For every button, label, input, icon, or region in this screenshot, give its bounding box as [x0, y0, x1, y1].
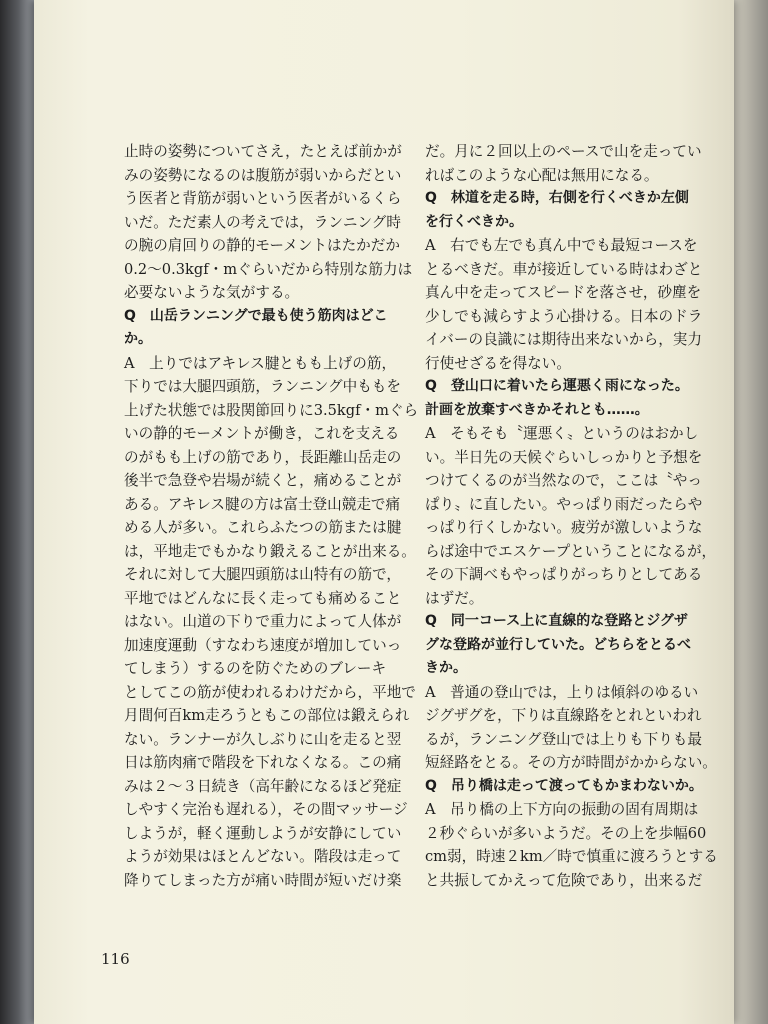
text-line: ればこのような心配は無用になる。 — [425, 166, 659, 184]
text-line: てしまう）するのを防ぐためのブレーキ — [124, 660, 387, 677]
text-line: A 上りではアキレス腱ともも上げの筋， — [124, 354, 397, 372]
text-line: それに対して大腿四頭筋は山特有の筋で， — [124, 566, 401, 583]
text-line: 止時の姿勢についてさえ，たとえば前かが — [124, 143, 402, 160]
text-line: の腕の肩回りの静的モーメントはたかだか — [124, 237, 400, 254]
text-line: ２秒ぐらいが多いようだ。その上を歩幅60 — [425, 824, 707, 842]
text-line: 真ん中を走ってスピードを落させ，砂塵を — [425, 284, 702, 301]
text-line: A 吊り橋の上下方向の振動の固有周期は — [425, 801, 699, 818]
text-line: しやすく完治も遅れる），その間マッサージ — [124, 801, 408, 818]
text-line: みの姿勢になるのは腹筋が弱いからだとい — [124, 166, 402, 184]
right-text-column — [425, 140, 717, 892]
question-line: Q 同一コース上に直線的な登路とジグザ — [425, 613, 688, 629]
text-line: としてこの筋が使われるわけだから，平地で — [124, 683, 416, 701]
text-line: つけてくるのが当然なので，ここは〝やっ — [425, 472, 702, 489]
text-line: 短経路をとる。その方が時間がかからない。 — [425, 754, 717, 771]
question-line: Q 山岳ランニングで最も使う筋肉はどこ — [124, 307, 388, 324]
page-number: 116 — [101, 950, 130, 968]
question-line: を行くべきか。 — [425, 213, 523, 230]
text-line: 行使せざるを得ない。 — [425, 354, 571, 372]
text-line: 0.2〜0.3kgf・mぐらいだから特別な筋力は — [124, 260, 413, 278]
text-line: と共振してかえって危険であり，出来るだ — [425, 871, 703, 889]
question-line: か。 — [124, 331, 152, 347]
text-line: ようが効果はほとんどない。階段は走って — [124, 848, 402, 865]
text-line: 加速度運動（すなわち速度が増加していっ — [124, 636, 402, 654]
text-line: める人が多い。これらふたつの筋または腱 — [124, 519, 402, 536]
question-line: きか。 — [425, 660, 467, 676]
left-text-column — [124, 140, 419, 892]
question-line: Q 林道を走る時，右側を行くべきか左側 — [425, 190, 689, 206]
text-line: ジグザグを，下りは直線路をとれといわれ — [425, 707, 702, 724]
text-line: は，平地走でもかなり鍛えることが出来る。 — [124, 542, 416, 560]
text-line: ぱり〟に直したい。やっぱり雨だったらや — [425, 495, 703, 513]
text-line: い。半日先の天候ぐらいしっかりと予想を — [425, 448, 703, 466]
text-line: 下りでは大腿四頭筋，ランニング中ももを — [124, 378, 401, 395]
text-line: ない。ランナーが久しぶりに山を走ると翌 — [124, 730, 402, 748]
text-line: みは２〜３日続き（高年齢になるほど発症 — [124, 777, 402, 795]
text-line: A そもそも〝運悪く〟というのはおかし — [425, 425, 699, 442]
text-line: 月間何百km走ろうともこの部位は鍛えられ — [124, 707, 410, 724]
text-line: 上げた状態では股関節回りに3.5kgf・mぐら — [124, 401, 419, 419]
background-right — [728, 0, 768, 1024]
text-line: その下調べもやっぱりがっちりとしてある — [425, 566, 703, 583]
text-line: イバーの良識には期待出来ないから，実力 — [425, 331, 702, 348]
question-line: Q 登山口に着いたら運悪く雨になった。 — [425, 378, 689, 394]
text-line: ある。アキレス腱の方は富士登山競走で痛 — [124, 495, 401, 513]
question-line: 計画を放棄すべきかそれとも……。 — [425, 401, 649, 418]
text-line: cm弱，時速２km／時で慎重に渡ろうとする — [425, 848, 718, 865]
text-line: いだ。ただ素人の考えでは，ランニング時 — [124, 213, 401, 231]
text-line: 降りてしまった方が痛い時間が短いだけ楽 — [124, 871, 402, 889]
text-line: はない。山道の下りで重力によって人体が — [124, 613, 402, 630]
text-line: だ。月に２回以上のペースで山を走ってい — [425, 143, 702, 160]
text-line: 平地ではどんなに長く走っても痛めること — [124, 589, 402, 607]
question-line: Q 吊り橋は走って渡ってもかまわないか。 — [425, 777, 703, 794]
question-line: グな登路が並行していた。どちらをとるべ — [425, 636, 691, 653]
text-line: いの静的モーメントが働き，これを支える — [124, 425, 400, 442]
text-line: 必要ないような気がする。 — [124, 284, 300, 301]
book-page — [34, 0, 734, 1024]
text-line: しようが，軽く運動しようが安静にしてい — [124, 824, 402, 842]
text-line: のがもも上げの筋であり，長距離山岳走の — [124, 448, 402, 466]
text-line: 少しでも減らすよう心掛ける。日本のドラ — [425, 307, 703, 325]
text-line: 後半で急登や岩場が続くと，痛めることが — [124, 472, 402, 489]
text-line: う医者と背筋が弱いという医者がいるくら — [124, 190, 402, 207]
text-line: らば途中でエスケープということになるが， — [425, 542, 717, 560]
text-line: A 普通の登山では，上りは傾斜のゆるい — [425, 683, 699, 701]
text-line: はずだ。 — [425, 589, 484, 607]
text-line: A 右でも左でも真ん中でも最短コースを — [425, 237, 698, 254]
text-line: るが，ランニング登山では上りも下りも最 — [425, 730, 702, 748]
text-line: とるべきだ。車が接近している時はわざと — [425, 260, 703, 278]
text-line: 日は筋肉痛で階段を下れなくなる。この痛 — [124, 754, 402, 771]
text-line: っぱり行くしかない。疲労が激しいような — [425, 519, 703, 536]
